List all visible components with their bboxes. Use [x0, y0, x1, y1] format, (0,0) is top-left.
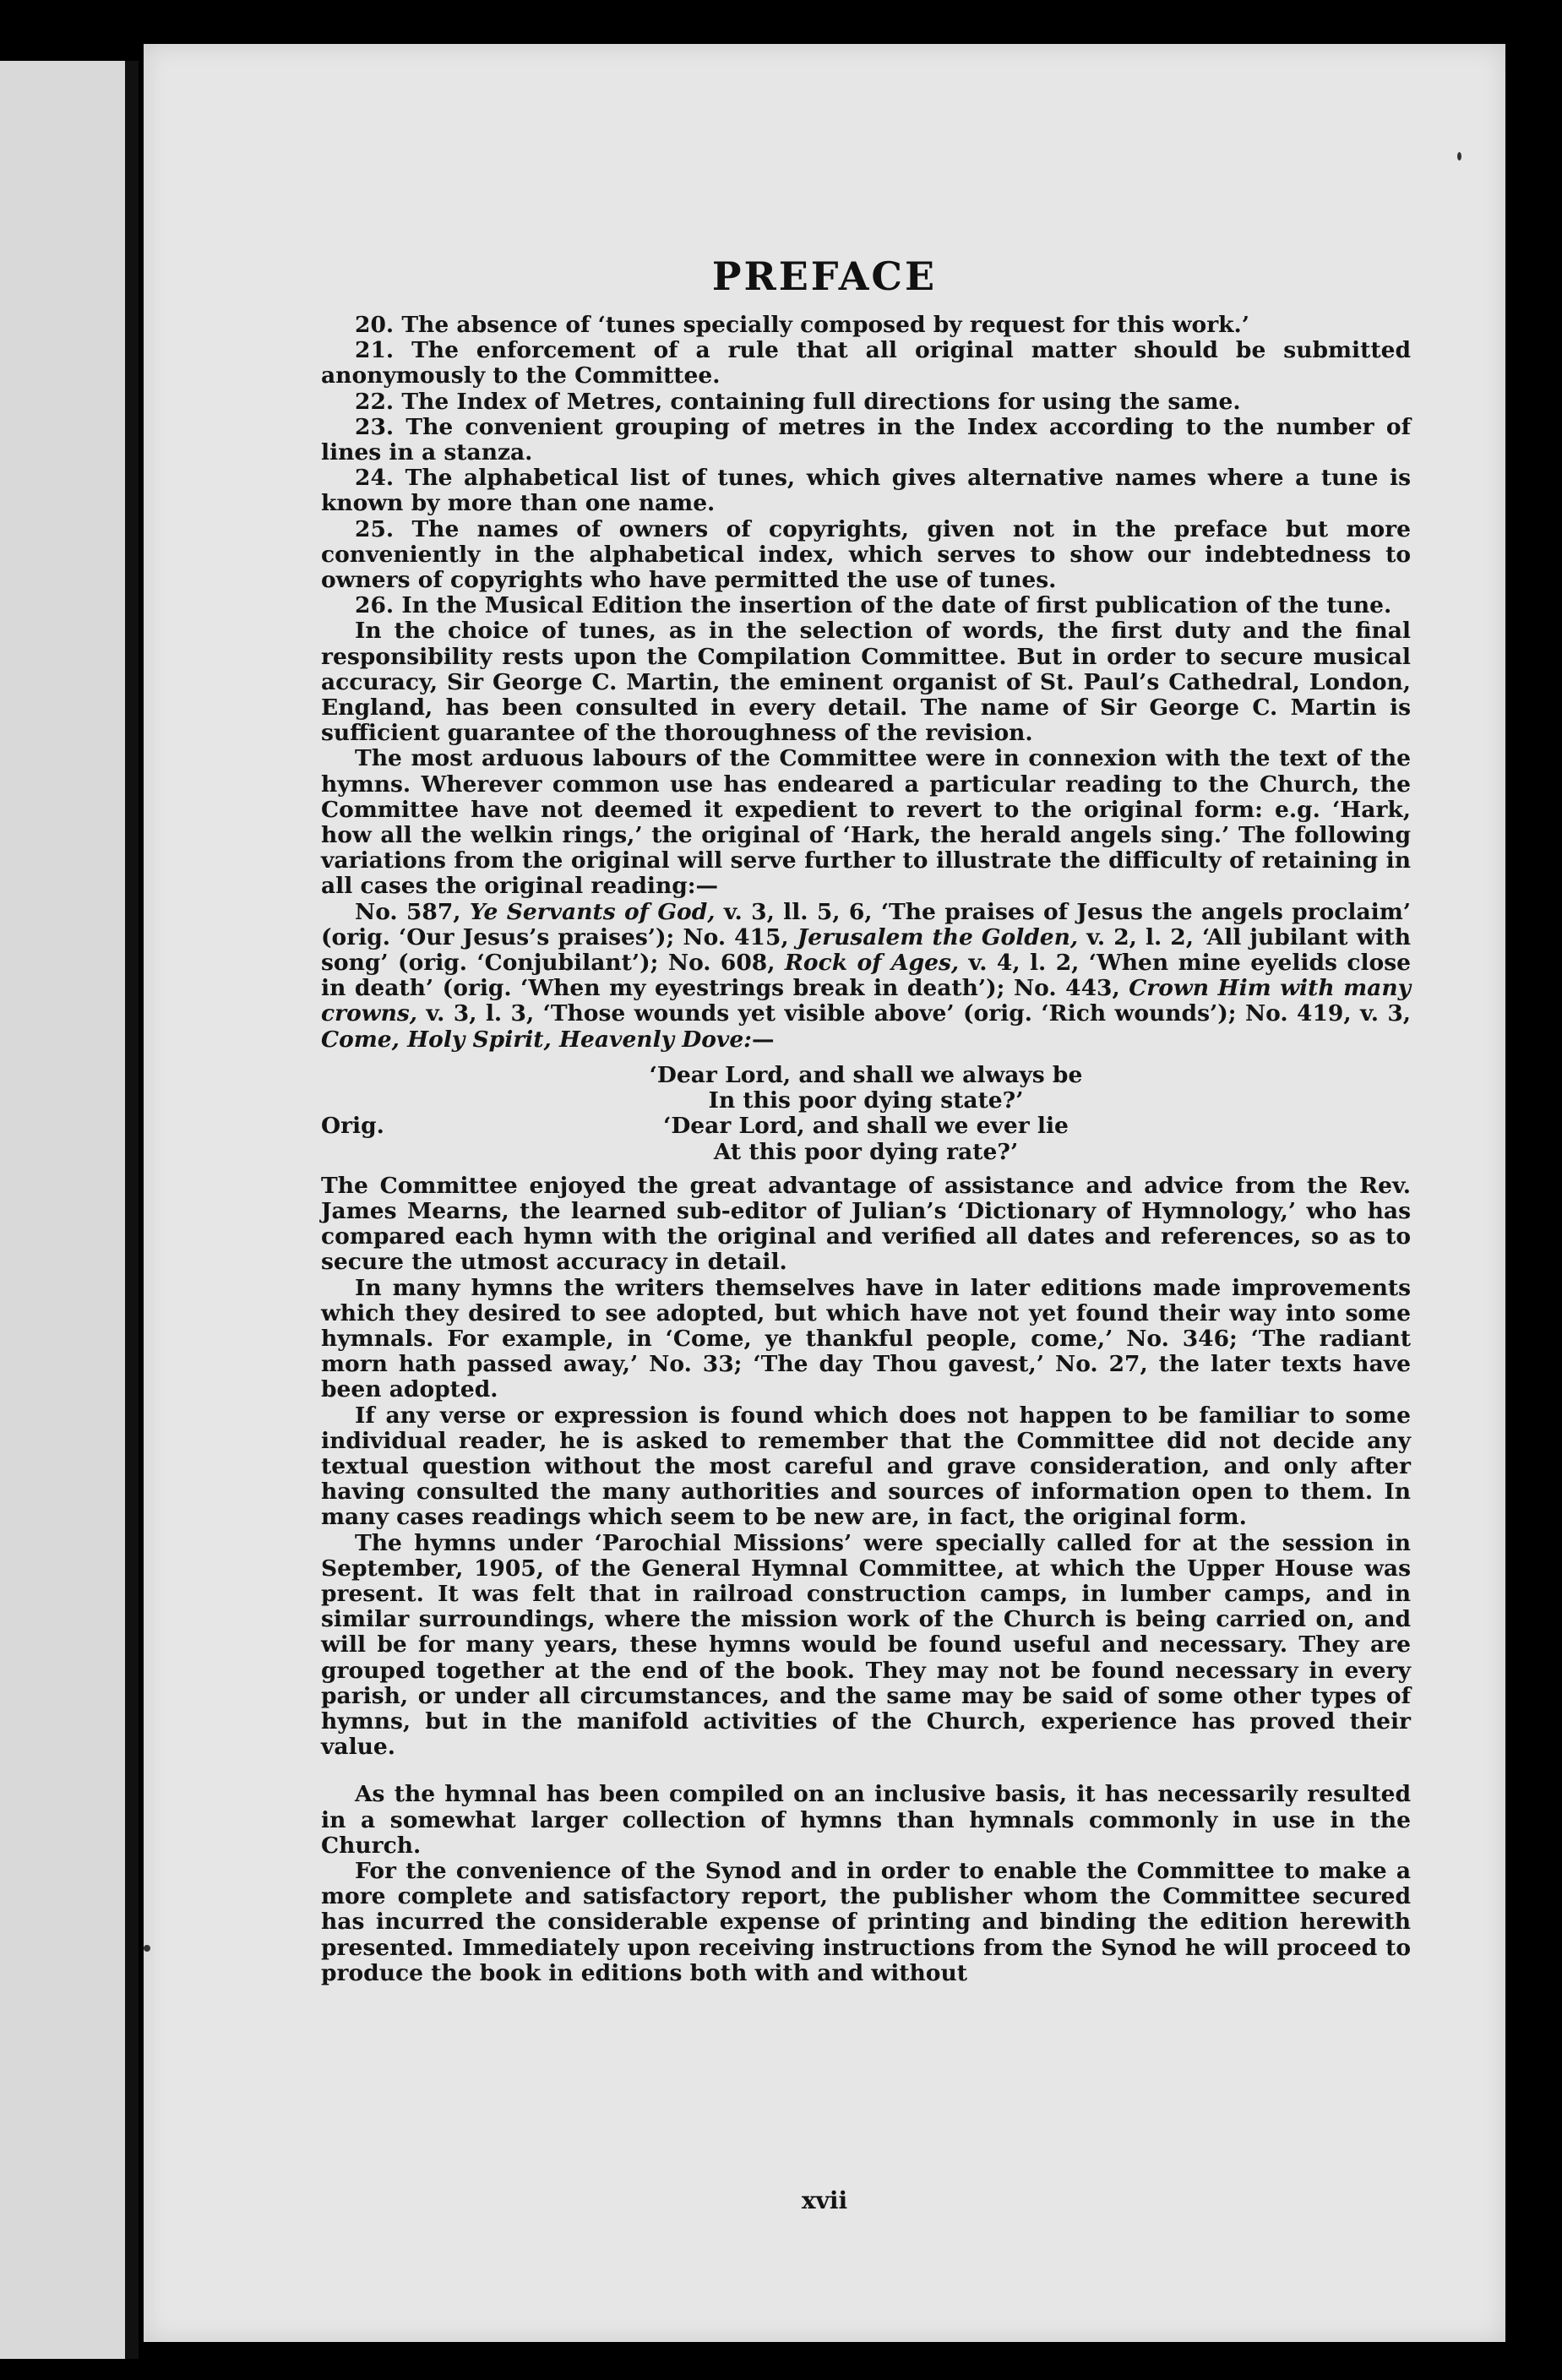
- orig-label: Orig.: [321, 1113, 384, 1140]
- list-item: 22. The Index of Metres, containing full directions for using the same.: [355, 388, 1241, 415]
- paragraph-choice-of-tunes: In the choice of tunes, as in the selection of words, the first duty and the final responsibility rests upon the Compilation Committee. But in order to secure musical accuracy, Sir George C. Martin, the eminent organist of St. Paul’s Cathedral, London, England, has been consulted in every detail. The name of Sir George C. Martin is sufficient guarantee of the thoroughness of the revision.: [321, 618, 1411, 747]
- paragraph-missions: The hymns under ‘Parochial Missions’ were specially called for at the session in September, 1905, of the General Hymnal Committee, at which the Upper House was present. It was felt that in railroad construction camps, in lumber camps, and in similar surroundings, where the mission work of the Church is being carried on, and will be for many years, these hymns would be found useful and necessary. They are grouped together at the end of the book. They may not be found necessary in every parish, or under all circumstances, and the same may be said of some other types of hymns, but in the manifold activities of the Church, experience has proved their value.: [321, 1529, 1411, 1761]
- list-item: 24. The alphabetical list of tunes, which gives alternative names where a tune is known by more than one name.: [321, 465, 1411, 517]
- preface-body: [321, 313, 1411, 1986]
- list-item: 26. In the Musical Edition the insertion of the date of first publication of the tune.: [355, 592, 1392, 619]
- page-title: PREFACE: [711, 253, 938, 299]
- page-number: xvii: [801, 2187, 848, 2214]
- quote-line: ‘Dear Lord, and shall we always be: [649, 1061, 1083, 1088]
- hymn-title: Rock of Ages,: [784, 950, 960, 977]
- list-item: 25. The names of owners of copyrights, given not in the preface but more conveniently in the alphabetical index, which serves to show our indebtedness to owners of copyrights who have permitted the use of tunes.: [321, 515, 1411, 594]
- page-gutter: [125, 61, 139, 2359]
- facing-page-edge: [0, 61, 133, 2359]
- paragraph-inclusive: As the hymnal has been compiled on an inclusive basis, it has necessarily resulted in a somewhat larger collection of hymns than hymnals commonly in use in the Church.: [321, 1781, 1411, 1859]
- paragraph-improvements: In many hymns the writers themselves have in later editions made improvements which they desired to see adopted, but which have not yet found their way into some hymnals. For example, in ‘Come, ye thankful people, come,’ No. 346; ‘The radiant morn hath passed away,’ No. 33; ‘The day Thou gavest,’ No. 27, the later texts have been adopted.: [321, 1274, 1411, 1403]
- list-item: 21. The enforcement of a rule that all original matter should be submitted anonymously to the Committee.: [321, 337, 1411, 389]
- scan-speck: [144, 1945, 150, 1952]
- list-item: 23. The convenient grouping of metres in the Index according to the number of lines in a stanza.: [321, 413, 1411, 466]
- scan-speck: [1457, 152, 1461, 161]
- quote-line: At this poor dying rate?’: [713, 1138, 1019, 1165]
- list-item: 20. The absence of ‘tunes specially composed by request for this work.’: [355, 312, 1249, 338]
- variation-text: v. 4, l. 2, ‘When mine eyelids close in death’ (orig. ‘When my eyestrings break in death’); No. 443,: [321, 950, 1411, 1002]
- hymn-title: Crown Him with many crowns,: [321, 975, 1411, 1027]
- variation-ref: No. 587,: [355, 898, 461, 925]
- variation-text: v. 3, l. 3, ‘Those wounds yet visible above’ (orig. ‘Rich wounds’); No. 419, v. 3,: [426, 1000, 1411, 1027]
- hymn-quote: [321, 1063, 1411, 1165]
- variation-text: v. 3, ll. 5, 6, ‘The praises of Jesus the angels proclaim’ (orig. ‘Our Jesus’s praises’); No. 415,: [321, 898, 1411, 950]
- hymn-title: Ye Servants of God,: [469, 898, 716, 925]
- paragraph-mearns: The Committee enjoyed the great advantage of assistance and advice from the Rev. James Mearns, the learned sub-editor of Julian’s ‘Dictionary of Hymnology,’ who has compared each hymn with the original and verified all dates and references, so as to secure the utmost accuracy in detail.: [321, 1172, 1411, 1276]
- hymn-title: Come, Holy Spirit, Heavenly Dove:: [321, 1026, 752, 1053]
- variation-dash: —: [751, 1026, 775, 1053]
- quote-line: ‘Dear Lord, and shall we ever lie: [663, 1113, 1069, 1140]
- document-page: [144, 44, 1505, 2342]
- quote-line: In this poor dying state?’: [708, 1087, 1024, 1114]
- paragraph-variations: [321, 900, 1411, 1053]
- paragraph-arduous-labours: The most arduous labours of the Committee were in connexion with the text of the hymns. Wherever common use has endeared a particular reading to the Church, the Committee have not deemed it expedient to revert to the original form: e.g. ‘Hark, how all the welkin rings,’ the original of ‘Hark, the herald angels sing.’ The following variations from the original will serve further to illustrate the difficulty of retaining in all cases the original reading:—: [321, 745, 1411, 900]
- paragraph-synod: For the convenience of the Synod and in order to enable the Committee to make a more complete and satisfactory report, the publisher whom the Committee secured has incurred the considerable expense of printing and binding the edition herewith presented. Immediately upon receiving instructions from the Synod he will proceed to produce the book in editions both with and without: [321, 1857, 1411, 1986]
- paragraph-familiar: If any verse or expression is found which does not happen to be familiar to some individual reader, he is asked to remember that the Committee did not decide any textual question without the most careful and grave consideration, and only after having consulted the many authorities and sources of information open to them. In many cases readings which seem to be new are, in fact, the original form.: [321, 1402, 1411, 1531]
- hymn-title: Jerusalem the Golden,: [797, 923, 1079, 950]
- variation-text: v. 2, l. 2, ‘All jubilant with song’ (orig. ‘Conjubilant’); No. 608,: [321, 923, 1411, 977]
